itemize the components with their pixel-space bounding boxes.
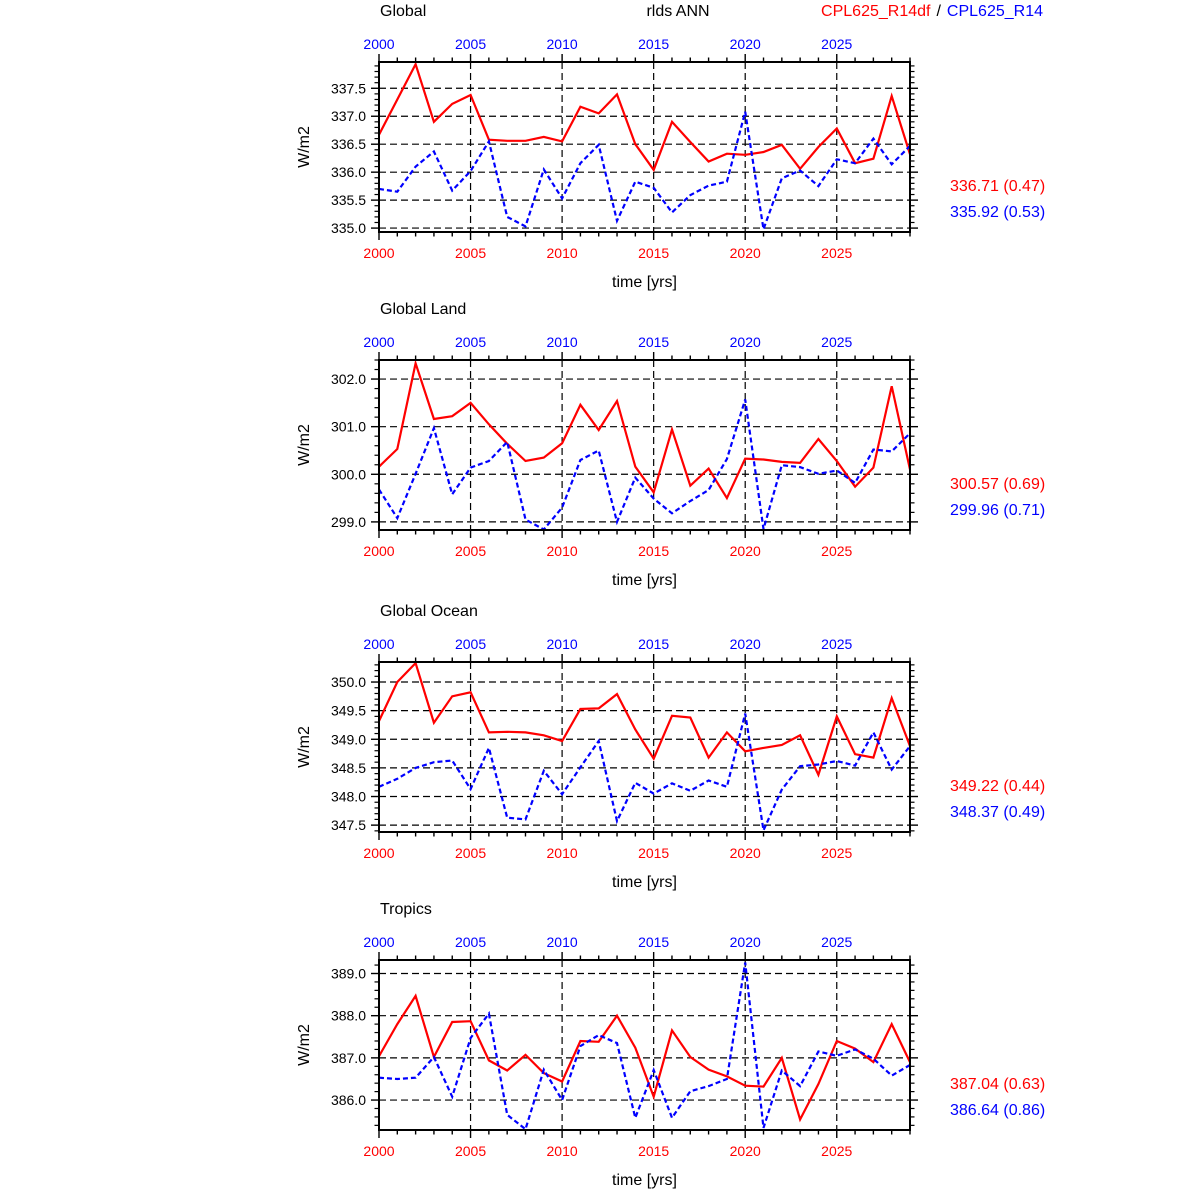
svg-text:2025: 2025 <box>821 934 853 950</box>
panel-title-tropics: Tropics <box>380 901 432 918</box>
legend-blue-run: CPL625_R14 <box>946 3 1043 20</box>
svg-text:2025: 2025 <box>821 1143 853 1159</box>
svg-text:337.0: 337.0 <box>330 108 366 125</box>
svg-text:349.0: 349.0 <box>330 731 366 748</box>
svg-text:2010: 2010 <box>546 36 578 52</box>
svg-text:2025: 2025 <box>821 636 853 652</box>
svg-text:2015: 2015 <box>638 1143 670 1159</box>
svg-text:2020: 2020 <box>729 636 761 652</box>
svg-text:386.0: 386.0 <box>330 1092 366 1109</box>
svg-text:2015: 2015 <box>638 245 670 261</box>
svg-text:2020: 2020 <box>729 1143 761 1159</box>
svg-text:349.5: 349.5 <box>330 702 366 719</box>
x-axis-title-1: time [yrs] <box>612 274 677 291</box>
svg-text:389.0: 389.0 <box>330 965 366 982</box>
svg-text:2005: 2005 <box>454 934 487 950</box>
y-axis-title-1: W/m2 <box>296 126 313 168</box>
variable-label: rlds ANN <box>646 3 710 20</box>
svg-text:2015: 2015 <box>638 934 670 950</box>
svg-text:2010: 2010 <box>546 1143 578 1159</box>
svg-text:335.5: 335.5 <box>330 192 366 209</box>
svg-text:2000: 2000 <box>363 934 395 950</box>
svg-text:2010: 2010 <box>546 636 578 652</box>
svg-text:2000: 2000 <box>363 334 395 350</box>
svg-text:2010: 2010 <box>546 543 578 559</box>
legend-separator: / <box>936 3 941 20</box>
svg-text:350.0: 350.0 <box>330 674 366 691</box>
svg-text:2000: 2000 <box>363 845 395 861</box>
svg-text:2025: 2025 <box>821 543 853 559</box>
svg-text:2020: 2020 <box>729 934 761 950</box>
stats-mean-red-4: 387.04 (0.63) <box>950 1076 1046 1093</box>
x-axis-title-2: time [yrs] <box>612 572 677 589</box>
svg-text:2005: 2005 <box>454 845 487 861</box>
svg-text:348.5: 348.5 <box>330 759 366 776</box>
svg-text:348.0: 348.0 <box>330 788 366 805</box>
svg-text:2005: 2005 <box>454 334 487 350</box>
svg-text:336.5: 336.5 <box>330 136 366 153</box>
svg-text:2015: 2015 <box>638 334 670 350</box>
svg-text:300.0: 300.0 <box>330 466 366 483</box>
svg-text:335.0: 335.0 <box>330 220 366 237</box>
svg-text:2005: 2005 <box>454 1143 487 1159</box>
x-axis-title-4: time [yrs] <box>612 1172 677 1189</box>
svg-text:302.0: 302.0 <box>330 371 366 388</box>
svg-text:2010: 2010 <box>546 334 578 350</box>
y-axis-title-3: W/m2 <box>296 726 313 768</box>
svg-text:2020: 2020 <box>729 36 761 52</box>
svg-text:2020: 2020 <box>729 543 761 559</box>
svg-text:388.0: 388.0 <box>330 1007 366 1024</box>
svg-text:2020: 2020 <box>729 245 761 261</box>
panel-title-global: Global <box>380 3 427 20</box>
stats-mean-red-3: 349.22 (0.44) <box>950 778 1046 795</box>
legend-red-run: CPL625_R14df <box>821 3 931 20</box>
svg-text:2020: 2020 <box>729 845 761 861</box>
svg-text:2010: 2010 <box>546 845 578 861</box>
svg-text:2000: 2000 <box>363 543 395 559</box>
stats-mean-blue-3: 348.37 (0.49) <box>950 804 1046 821</box>
svg-text:2015: 2015 <box>638 543 670 559</box>
svg-text:301.0: 301.0 <box>330 418 366 435</box>
panel-title-global-land: Global Land <box>380 301 467 318</box>
svg-text:387.0: 387.0 <box>330 1049 366 1066</box>
svg-text:2020: 2020 <box>729 334 761 350</box>
stats-mean-blue-4: 386.64 (0.86) <box>950 1102 1046 1119</box>
svg-text:2000: 2000 <box>363 1143 395 1159</box>
svg-text:2005: 2005 <box>454 543 487 559</box>
y-axis-title-4: W/m2 <box>296 1024 313 1066</box>
svg-text:337.5: 337.5 <box>330 80 366 97</box>
svg-text:2015: 2015 <box>638 36 670 52</box>
panel-title-global-ocean: Global Ocean <box>380 603 478 620</box>
svg-text:2000: 2000 <box>363 636 395 652</box>
svg-text:2015: 2015 <box>638 845 670 861</box>
stats-mean-blue-2: 299.96 (0.71) <box>950 502 1046 519</box>
svg-text:2010: 2010 <box>546 934 578 950</box>
svg-text:2005: 2005 <box>454 245 487 261</box>
svg-text:2005: 2005 <box>454 636 487 652</box>
svg-text:2005: 2005 <box>454 36 487 52</box>
svg-text:2025: 2025 <box>821 334 853 350</box>
x-axis-title-3: time [yrs] <box>612 874 677 891</box>
svg-text:347.5: 347.5 <box>330 817 366 834</box>
svg-text:2000: 2000 <box>363 245 395 261</box>
svg-text:336.0: 336.0 <box>330 164 366 181</box>
svg-text:2010: 2010 <box>546 245 578 261</box>
svg-text:2025: 2025 <box>821 845 853 861</box>
svg-text:299.0: 299.0 <box>330 513 366 530</box>
svg-text:2025: 2025 <box>821 245 853 261</box>
svg-text:2025: 2025 <box>821 36 853 52</box>
stats-mean-red-1: 336.71 (0.47) <box>950 178 1046 195</box>
stats-mean-blue-1: 335.92 (0.53) <box>950 204 1046 221</box>
y-axis-title-2: W/m2 <box>296 424 313 466</box>
svg-text:2000: 2000 <box>363 36 395 52</box>
svg-text:2015: 2015 <box>638 636 670 652</box>
stats-mean-red-2: 300.57 (0.69) <box>950 476 1046 493</box>
legend <box>758 3 1043 21</box>
